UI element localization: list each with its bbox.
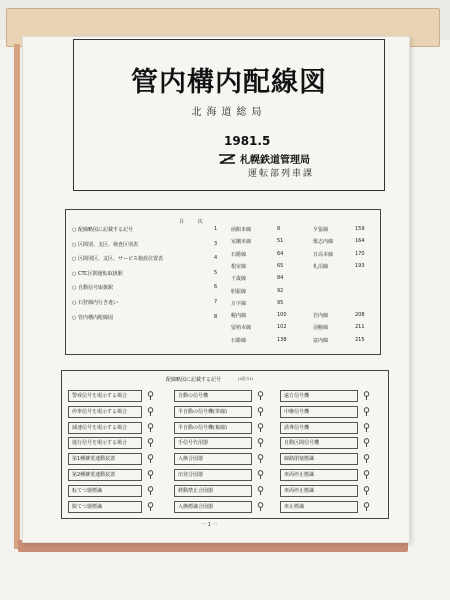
signal-symbol-icon [256, 470, 265, 479]
signal-symbol-icon [256, 407, 265, 416]
document-page [22, 36, 410, 543]
legend-entry [174, 469, 252, 481]
line-name: 函館本線 [231, 227, 252, 233]
legend-label: 第2種継電連動装置 [72, 472, 116, 478]
toc-item [72, 270, 222, 277]
line-name: 石勝線 [231, 251, 247, 258]
signal-symbol-icon [256, 423, 265, 432]
legend-entry [68, 469, 142, 481]
signal-symbol-icon [362, 407, 371, 416]
signal-symbol-icon [146, 423, 155, 432]
signal-symbol-icon [362, 423, 371, 432]
line-page: 211 [355, 324, 365, 331]
legend-entry [174, 406, 252, 418]
signal-symbol-icon [146, 438, 155, 447]
legend-label: 警戒信号を現示する場合 [72, 393, 128, 399]
legend-label: 入換合図器 [178, 456, 204, 463]
signal-symbol-icon [362, 486, 371, 495]
legend-label: 車両停止標識 [284, 472, 315, 478]
line-page: 95 [277, 299, 284, 306]
signal-symbol-icon [146, 454, 155, 463]
toc-item-page: 5 [214, 269, 218, 276]
legend-entry [68, 406, 142, 418]
line-page: 138 [277, 336, 287, 343]
signal-symbol-icon [362, 470, 371, 479]
legend-label: 半自動の信号機(単線) [178, 408, 227, 415]
line-page: 65 [277, 262, 284, 269]
legend-entry [280, 501, 358, 513]
legend-entry [174, 501, 252, 513]
line-name: 富内線 [313, 337, 329, 344]
legend-entry [174, 437, 252, 449]
legend-entry [68, 422, 142, 434]
line-page: 100 [277, 312, 287, 319]
legend-entry [280, 390, 358, 402]
legend-entry [280, 406, 358, 418]
legend-entry [174, 390, 252, 402]
legend-label: 出発合図器 [178, 472, 204, 478]
document-title: 管内構内配線図 [131, 67, 327, 98]
legend-label: 自動区間信号機 [284, 440, 320, 447]
signal-symbol-icon [146, 391, 155, 400]
legend-entry [174, 453, 252, 465]
legend-entry [174, 485, 252, 497]
publication-date: 1981.5 [224, 134, 271, 148]
legend-entry [68, 501, 142, 513]
division-name: 運転部列車課 [248, 169, 315, 179]
legend-label: 進行信号を現示する場合 [72, 440, 128, 447]
legend-entry [68, 485, 142, 497]
line-name: 千歳線 [231, 276, 247, 283]
symbol-legend [61, 370, 389, 519]
line-name: 札沼線 [313, 263, 329, 270]
line-name: 岩内線 [313, 313, 329, 320]
legend-entry [280, 469, 358, 481]
line-name: 万字線 [231, 300, 247, 307]
legend-label: 第1種継電連動装置 [72, 456, 116, 463]
line-name: 室蘭本線 [231, 239, 252, 246]
legend-label: 減速信号を現示する場合 [72, 424, 128, 431]
toc-item-page: 1 [214, 226, 218, 232]
legend-label: 誘導信号機 [284, 424, 310, 431]
toc-item [72, 241, 222, 248]
toc-heading: 目 次 [179, 219, 209, 225]
signal-symbol-icon [146, 470, 155, 479]
toc-item-label: ○ 管内構内配線図 [72, 314, 113, 321]
legend-label: 脱てつ器標識 [72, 503, 103, 510]
signal-symbol-icon [362, 454, 371, 463]
line-page: 159 [355, 226, 365, 232]
line-page: 164 [355, 238, 365, 245]
signal-symbol-icon [146, 502, 155, 511]
line-page: 215 [355, 336, 365, 343]
legend-label: 停車信号を現示する場合 [72, 408, 128, 415]
legend-entry [280, 437, 358, 449]
signal-symbol-icon [362, 502, 371, 511]
toc-item-page: 8 [214, 313, 218, 320]
toc-item-page: 6 [214, 284, 218, 291]
line-page: 170 [355, 250, 365, 257]
legend-entry [68, 390, 142, 402]
legend-label: 車止標識 [284, 503, 305, 510]
line-page: 193 [355, 262, 365, 269]
bureau-name: 札幌鉄道管理局 [240, 155, 310, 166]
legend-entry [174, 422, 252, 434]
toc-item [72, 284, 222, 291]
signal-symbol-icon [256, 502, 265, 511]
toc-item-label: ○ 自動信号取扱駅 [72, 285, 113, 292]
signal-symbol-icon [256, 438, 265, 447]
toc-item-label: ○ 石狩線内行き違い [72, 300, 118, 306]
legend-label: 半自動の信号機(複線) [178, 424, 227, 431]
toc-item-label: ○ 区間別、支区、検査区別表 [72, 241, 138, 248]
line-page: 8 [277, 226, 281, 232]
toc-item [72, 226, 222, 233]
signal-symbol-icon [256, 486, 265, 495]
legend-entry [280, 422, 358, 434]
legend-label: 車両停止標識 [284, 487, 315, 494]
line-name: 羽幌線 [313, 325, 329, 332]
toc-item [72, 314, 222, 321]
line-name: 根室線 [231, 263, 247, 270]
toc-item-page: 7 [214, 299, 218, 305]
toc-item-page: 4 [214, 255, 218, 262]
line-name: 石勝線 [231, 337, 247, 344]
toc-item [72, 299, 222, 306]
legend-label: 遠方信号機 [284, 393, 310, 399]
line-page: 208 [355, 312, 365, 319]
line-name: 日高本線 [313, 251, 334, 258]
signal-symbol-icon [146, 407, 155, 416]
legend-entry [68, 453, 142, 465]
page-number: 一 1 一 [201, 522, 218, 528]
toc-item [72, 255, 222, 262]
legend-label: 手信号代用器 [178, 440, 209, 447]
legend-label: 線路閉塞標識 [284, 456, 315, 463]
legend-title: 配線略図に記載する記号 [166, 377, 222, 383]
signal-symbol-icon [362, 438, 371, 447]
legend-label: 移動禁止合図器 [178, 487, 214, 494]
line-page: 102 [277, 324, 287, 331]
line-name: 留萌本線 [231, 325, 252, 332]
signal-symbol-icon [362, 391, 371, 400]
signal-symbol-icon [256, 454, 265, 463]
toc-item-label: ○ 区間別区、支区、サービス施設位置表 [72, 256, 163, 263]
legend-label: 入換標識合図器 [178, 503, 214, 510]
legend-label: 自動の信号機 [178, 393, 209, 399]
line-name: 幌内線 [231, 313, 247, 320]
line-page: 92 [277, 287, 284, 294]
line-name: 胆振線 [231, 288, 247, 295]
toc-item-label: ○ 配線略図に記載する記号 [72, 227, 133, 233]
document-subtitle: 北海道総局 [191, 107, 267, 118]
signal-symbol-icon [146, 486, 155, 495]
toc-item-page: 3 [214, 240, 218, 247]
signal-symbol-icon [256, 391, 265, 400]
jnr-emblem-icon [218, 153, 236, 165]
legend-entry [280, 485, 358, 497]
legend-label: 転てつ器標識 [72, 487, 103, 494]
legend-subtitle: (4頁の1) [238, 376, 254, 381]
line-name: 夕張線 [313, 227, 329, 233]
legend-entry [68, 437, 142, 449]
legend-label: 中継信号機 [284, 408, 310, 415]
line-name: 歌志内線 [313, 239, 334, 246]
legend-entry [280, 453, 358, 465]
line-page: 84 [277, 275, 284, 282]
line-page: 51 [277, 238, 284, 245]
title-block [73, 39, 385, 191]
toc-item-label: ○ CTC区間運転取扱駅 [72, 270, 123, 277]
table-of-contents [65, 209, 381, 355]
book-spine-edge [14, 44, 20, 549]
line-page: 64 [277, 250, 284, 257]
